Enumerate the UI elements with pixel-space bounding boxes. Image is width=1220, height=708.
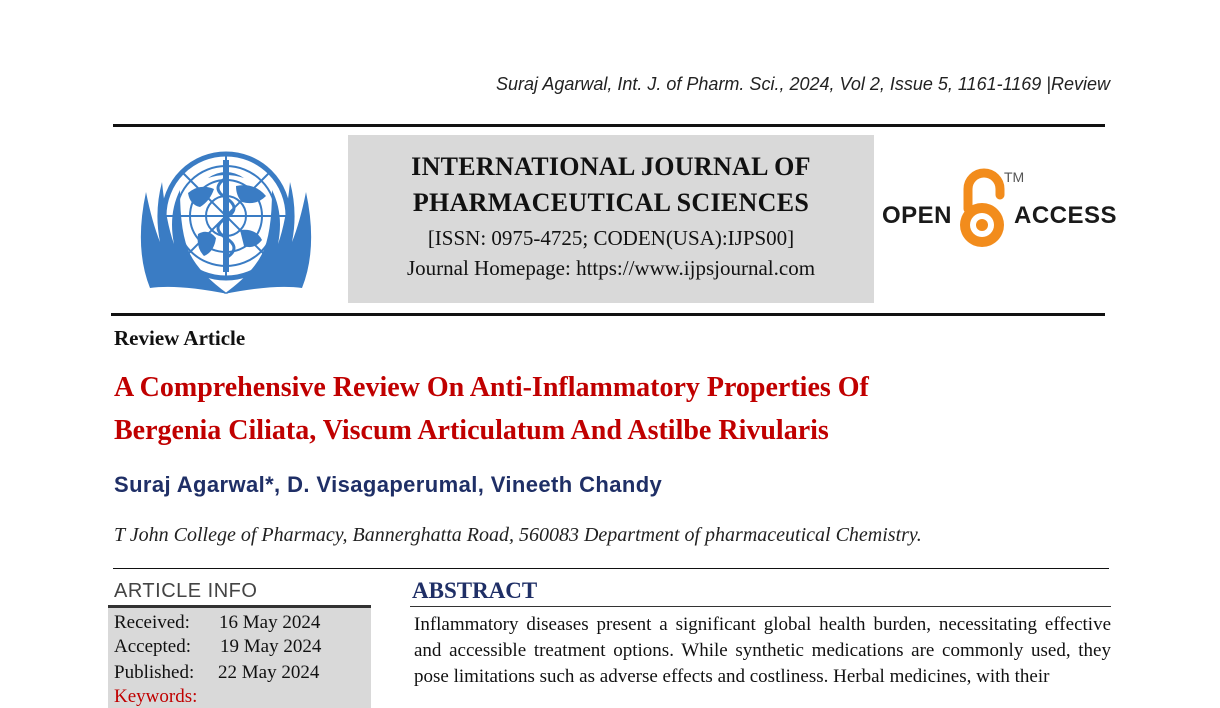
keywords-label: Keywords:: [114, 686, 198, 707]
article-title: [114, 366, 1034, 452]
article-title-line-2: Bergenia Ciliata, Viscum Articulatum And Astilbe Rivularis: [114, 415, 829, 446]
journal-emblem-icon: [128, 138, 324, 306]
open-padlock-icon: [954, 167, 1010, 251]
author-list: Suraj Agarwal*, D. Visagaperumal, Vineeth Chandy: [114, 472, 663, 497]
abstract-heading: ABSTRACT: [412, 578, 538, 603]
affiliation-rule: [113, 568, 1109, 569]
open-access-word-access: ACCESS: [1014, 202, 1118, 229]
journal-homepage: Journal Homepage: https://www.ijpsjournal.com: [406, 256, 816, 280]
published-label: Published:: [114, 662, 195, 683]
received-row: [114, 612, 321, 634]
header-top-rule: [113, 124, 1105, 127]
article-title-line-1: A Comprehensive Review On Anti-Inflammatory Properties Of: [114, 372, 869, 403]
published-date: 22 May 2024: [218, 662, 320, 683]
accepted-row: [114, 636, 322, 658]
open-access-word-open: OPEN: [882, 202, 953, 229]
accepted-date: 19 May 2024: [220, 636, 322, 657]
running-head: Suraj Agarwal, Int. J. of Pharm. Sci., 2024, Vol 2, Issue 5, 1161-1169 |Review: [496, 74, 1110, 94]
journal-title-line-2: PHARMACEUTICAL SCIENCES: [412, 188, 810, 217]
journal-masthead: [348, 135, 874, 303]
header-bottom-rule: [111, 313, 1105, 316]
trademark-mark: TM: [1004, 169, 1025, 185]
received-label: Received:: [114, 612, 190, 633]
article-info-box: [108, 608, 371, 708]
journal-issn: [ISSN: 0975-4725; CODEN(USA):IJPS00]: [427, 226, 795, 250]
abstract-rule: [410, 606, 1111, 607]
received-date: 16 May 2024: [219, 612, 321, 633]
published-row: [114, 662, 320, 684]
journal-title-line-1: INTERNATIONAL JOURNAL OF: [411, 152, 811, 181]
author-affiliation: T John College of Pharmacy, Bannerghatta Road, 560083 Department of pharmaceutical Chemistry.: [114, 524, 922, 546]
article-info-heading: ARTICLE INFO: [114, 580, 258, 602]
abstract-text: Inflammatory diseases present a significant global health burden, necessitating effective and accessible treatment options. While synthetic medications are commonly used, they pose limitations such as adverse effects and costliness. Herbal medicines, with their: [414, 614, 1111, 687]
article-type: Review Article: [114, 326, 246, 350]
open-access-logo: [880, 165, 1118, 255]
accepted-label: Accepted:: [114, 636, 192, 657]
